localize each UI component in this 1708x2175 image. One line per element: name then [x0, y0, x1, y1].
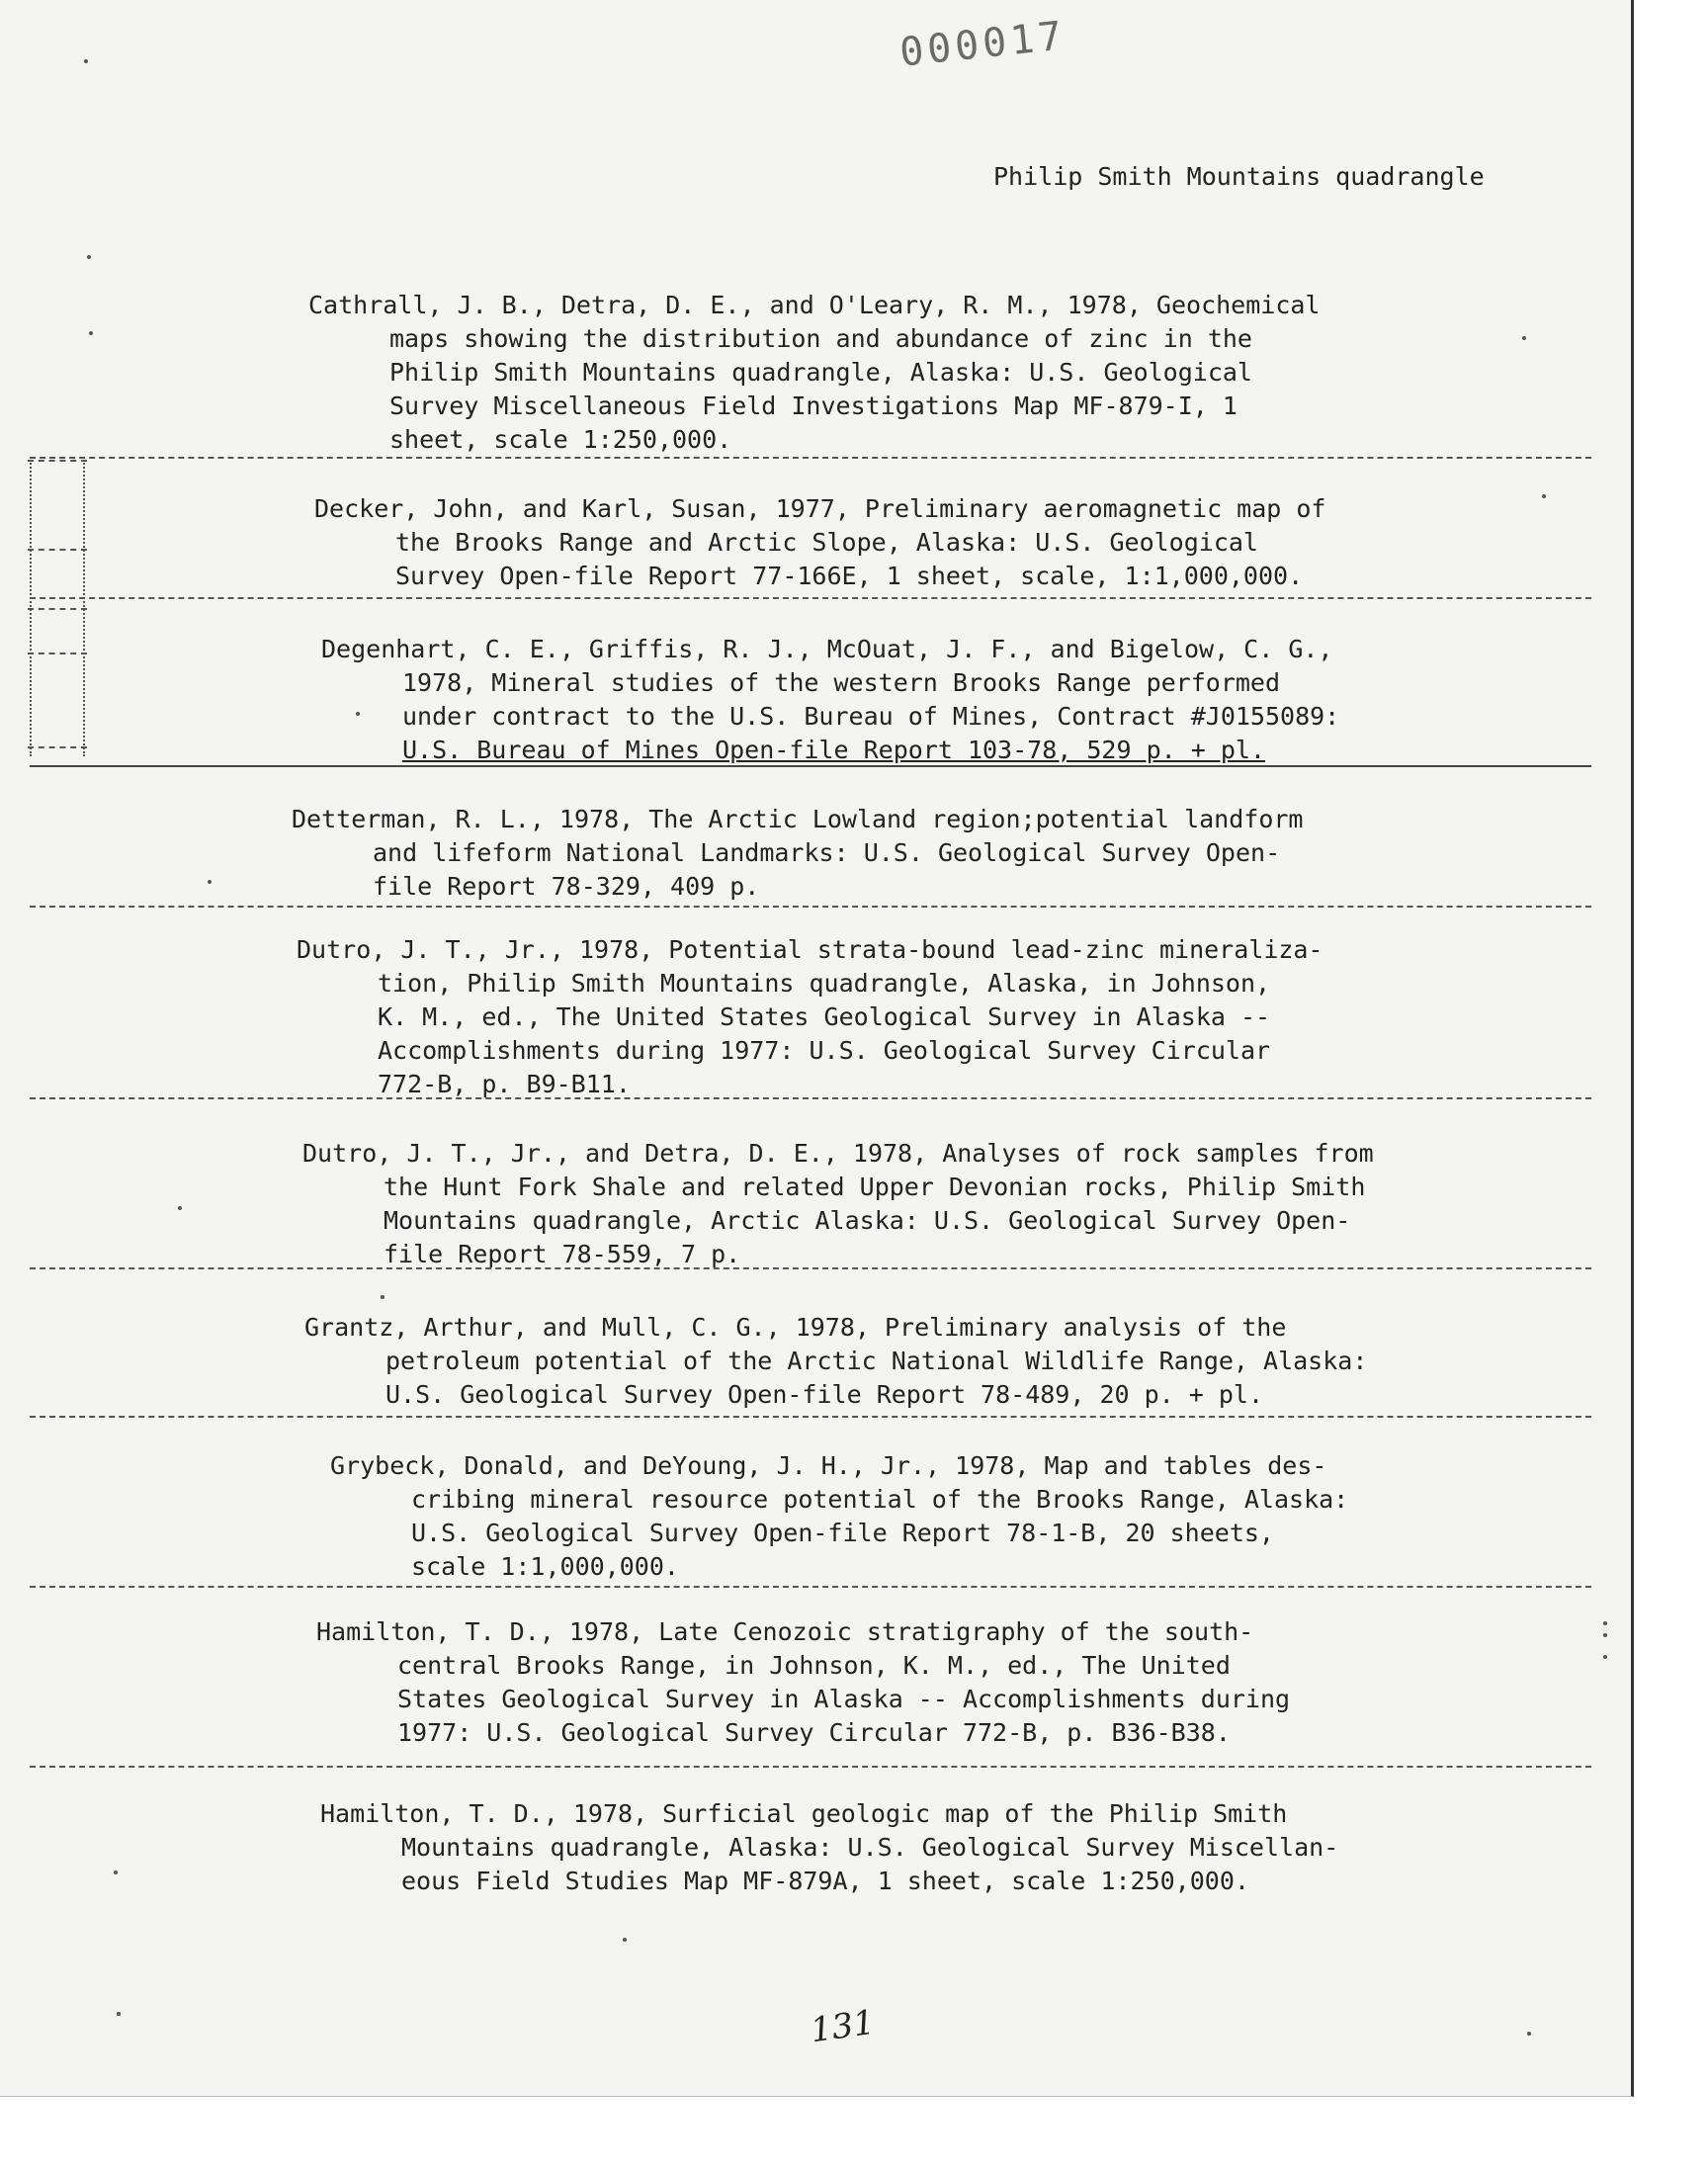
entry-line: Survey Miscellaneous Field Investigations Map MF-879-I, 1 — [389, 392, 1238, 420]
entry-line: and lifeform National Landmarks: U.S. Geological Survey Open- — [373, 838, 1281, 867]
entry-line: U.S. Geological Survey Open-file Report 78-1-B, 20 sheets, — [411, 1519, 1274, 1547]
entry-line: K. M., ed., The United States Geological Survey in Alaska -- — [378, 1002, 1271, 1031]
scan-speck — [623, 1938, 627, 1942]
entry-line: central Brooks Range, in Johnson, K. M., ed., The United — [397, 1651, 1231, 1680]
entry-line: 1978, Mineral studies of the western Brooks Range performed — [402, 668, 1281, 697]
scan-speck — [1603, 1621, 1607, 1625]
bibliography-entry — [321, 633, 1339, 767]
entry-line: Degenhart, C. E., Griffis, R. J., McOuat, J. F., and Bigelow, C. G., — [321, 635, 1333, 663]
bibliography-entry — [330, 1449, 1348, 1584]
margin-dash — [28, 608, 87, 610]
scan-speck — [1603, 1655, 1607, 1659]
scan-speck — [178, 1206, 182, 1210]
entry-line: Decker, John, and Karl, Susan, 1977, Preliminary aeromagnetic map of — [314, 494, 1326, 523]
entry-separator-rule — [30, 1586, 1591, 1588]
entry-line: Cathrall, J. B., Detra, D. E., and O'Leary, R. M., 1978, Geochemical — [308, 291, 1321, 319]
scan-speck — [89, 331, 93, 335]
entry-line: States Geological Survey in Alaska -- Accomplishments during — [397, 1685, 1291, 1713]
entry-line: the Hunt Fork Shale and related Upper Devonian rocks, Philip Smith — [384, 1173, 1366, 1201]
scan-speck — [1522, 336, 1526, 340]
entry-separator-rule — [30, 457, 1591, 459]
entry-line: petroleum potential of the Arctic National Wildlife Range, Alaska: — [385, 1347, 1368, 1375]
entry-line: eous Field Studies Map MF-879A, 1 sheet, scale 1:250,000. — [401, 1867, 1249, 1895]
margin-dash — [28, 460, 87, 462]
entry-line: Dutro, J. T., Jr., 1978, Potential strata-bound lead-zinc mineraliza- — [297, 935, 1324, 964]
entry-line: Grybeck, Donald, and DeYoung, J. H., Jr., 1978, Map and tables des- — [330, 1451, 1327, 1480]
entry-separator-rule — [30, 1766, 1591, 1768]
bibliography-entry — [304, 1311, 1367, 1412]
scan-speck — [87, 255, 91, 259]
entry-separator-rule — [30, 906, 1591, 908]
bibliography-entry — [314, 492, 1326, 593]
entry-line: 1977: U.S. Geological Survey Circular 772-B, p. B36-B38. — [397, 1718, 1231, 1747]
entry-line: Hamilton, T. D., 1978, Late Cenozoic stratigraphy of the south- — [316, 1617, 1254, 1646]
scan-speck — [84, 59, 88, 63]
scan-speck — [117, 2012, 121, 2016]
page-number: 131 — [808, 2002, 878, 2051]
entry-separator-rule — [30, 765, 1591, 767]
bibliography-entry — [320, 1797, 1338, 1898]
entry-line: under contract to the U.S. Bureau of Mines, Contract #J0155089: — [402, 702, 1340, 731]
entry-line: Survey Open-file Report 77-166E, 1 sheet, scale, 1:1,000,000. — [395, 562, 1304, 590]
margin-dash — [28, 549, 87, 551]
entry-line: maps showing the distribution and abundance of zinc in the — [389, 324, 1252, 353]
bibliography-entry — [302, 1137, 1374, 1271]
entry-separator-rule — [30, 1097, 1591, 1099]
scan-speck — [1542, 494, 1546, 498]
scan-speck — [208, 880, 212, 884]
entry-line: Accomplishments during 1977: U.S. Geological Survey Circular — [378, 1036, 1271, 1065]
scan-speck — [1527, 2032, 1531, 2036]
page-header-title: Philip Smith Mountains quadrangle — [993, 162, 1485, 191]
entry-line: Grantz, Arthur, and Mull, C. G., 1978, Preliminary analysis of the — [304, 1313, 1287, 1342]
entry-line: Mountains quadrangle, Alaska: U.S. Geological Survey Miscellan- — [401, 1833, 1339, 1862]
entry-line: file Report 78-329, 409 p. — [373, 872, 760, 901]
entry-line: 772-B, p. B9-B11. — [378, 1070, 631, 1098]
scan-speck — [1603, 1633, 1607, 1637]
entry-line: the Brooks Range and Arctic Slope, Alaska: U.S. Geological — [395, 528, 1258, 557]
bibliography-entry — [316, 1615, 1290, 1750]
entry-separator-rule — [30, 1416, 1591, 1418]
entry-line: Hamilton, T. D., 1978, Surficial geologic map of the Philip Smith — [320, 1799, 1288, 1828]
margin-dash — [28, 652, 87, 654]
margin-dash — [28, 746, 87, 748]
document-stamp-number: 000017 — [897, 13, 1068, 76]
entry-line: U.S. Bureau of Mines Open-file Report 103-78, 529 p. + pl. — [402, 736, 1265, 764]
entry-line: tion, Philip Smith Mountains quadrangle, Alaska, in Johnson, — [378, 969, 1271, 998]
bibliography-entry — [297, 933, 1324, 1101]
entry-line: Detterman, R. L., 1978, The Arctic Lowland region;potential landform — [292, 805, 1304, 833]
entry-line: Mountains quadrangle, Arctic Alaska: U.S. Geological Survey Open- — [384, 1206, 1351, 1235]
entry-line: Philip Smith Mountains quadrangle, Alaska: U.S. Geological — [389, 358, 1252, 387]
margin-bracket-marks — [28, 450, 92, 766]
scan-speck — [381, 1295, 384, 1299]
entry-line: sheet, scale 1:250,000. — [389, 425, 732, 454]
entry-line: cribing mineral resource potential of the Brooks Range, Alaska: — [411, 1485, 1349, 1514]
scan-speck — [356, 712, 360, 716]
entry-line: U.S. Geological Survey Open-file Report 78-489, 20 p. + pl. — [385, 1380, 1264, 1409]
entry-line: Dutro, J. T., Jr., and Detra, D. E., 1978, Analyses of rock samples from — [302, 1139, 1374, 1168]
entry-separator-rule — [30, 1267, 1591, 1269]
bibliography-entry — [292, 803, 1304, 904]
scan-speck — [114, 1870, 118, 1874]
entry-separator-rule — [30, 597, 1591, 599]
entry-line: scale 1:1,000,000. — [411, 1552, 679, 1581]
entry-line: file Report 78-559, 7 p. — [384, 1240, 741, 1268]
bibliography-entry — [308, 289, 1321, 457]
